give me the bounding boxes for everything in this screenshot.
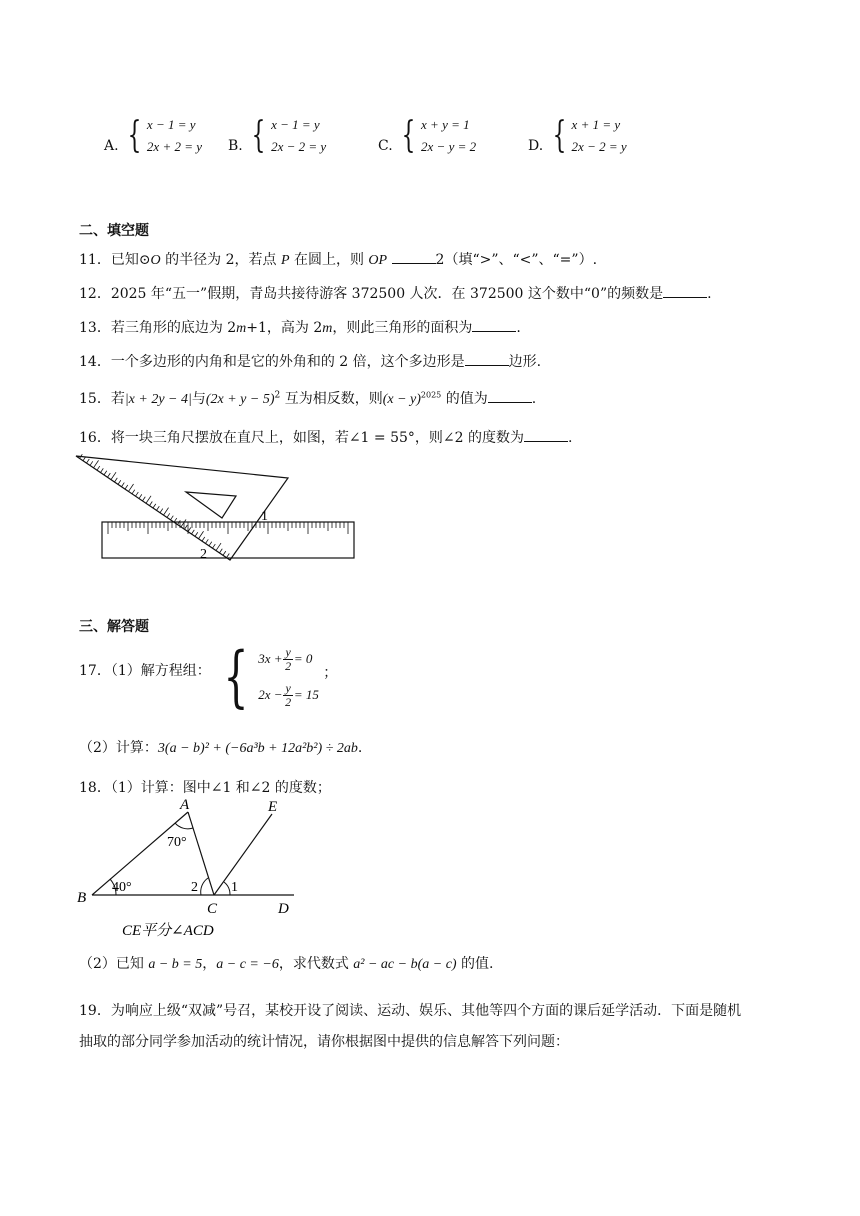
set-square-tick: [146, 496, 151, 503]
question-text: 的值为: [441, 391, 488, 407]
math-var: m: [322, 321, 333, 336]
question-text: +1，高为 2: [246, 320, 323, 336]
equation: x − 1 = y: [146, 117, 196, 132]
set-square-tick: [157, 506, 160, 510]
math-term: 2x −: [258, 687, 283, 702]
math-var: OP: [368, 253, 388, 268]
angle-value-b: 40°: [112, 880, 132, 895]
section-title-answers: 三、解答题: [79, 619, 149, 635]
set-square-tick: [167, 513, 170, 517]
math-exponent: 2: [274, 390, 281, 401]
question-text: ，求代数式: [278, 956, 354, 972]
angle-label-1: 1: [261, 509, 268, 524]
equation: x − 1 = y: [271, 117, 320, 132]
question-15: [79, 388, 536, 408]
set-square-tick: [111, 472, 116, 479]
brace-icon: {: [401, 115, 416, 156]
question-text: ；: [323, 665, 338, 681]
denominator: 2: [285, 694, 292, 709]
math-expression: a² − ac − b(a − c): [353, 957, 457, 972]
numerator: y: [285, 644, 291, 659]
question-text: （2）已知: [79, 956, 149, 972]
question-text: （2）计算：: [79, 740, 158, 756]
question-text: 12．2025 年“五一”假期，青岛共接待游客 372500 人次．在 372500 这个数中“0”的频数是: [79, 286, 664, 302]
math-expression: a − b = 5: [148, 957, 203, 972]
equation: [258, 677, 319, 713]
math-expression: 3(a − b)² + (−6a³b + 12a²b²) ÷ 2ab: [157, 741, 358, 756]
answer-blank[interactable]: [392, 249, 436, 264]
point-label-b: B: [77, 890, 87, 906]
angle-value-a: 70°: [167, 835, 187, 850]
question-text: 2（填“>”、“<”、“=”）.: [435, 252, 598, 268]
question-12: [79, 283, 712, 303]
question-text: 16．将一块三角尺摆放在直尺上，如图，若∠1 = 55°，则∠2 的度数为: [79, 430, 524, 446]
question-text: 17．（1）解方程组：: [79, 663, 211, 679]
set-square-tick: [115, 478, 118, 482]
equation-system: [247, 114, 326, 158]
numerator: y: [285, 680, 291, 695]
set-square-tick: [87, 459, 90, 463]
angle-arc-1: [224, 882, 230, 895]
question-13: [79, 317, 521, 337]
figure-triangle-ruler: [74, 452, 364, 564]
answer-blank[interactable]: [524, 427, 568, 442]
question-14: [79, 351, 541, 371]
answer-blank[interactable]: [663, 283, 707, 298]
question-text: .: [707, 286, 712, 302]
question-text: .: [531, 391, 537, 407]
equation: 2x − y = 2: [421, 139, 477, 154]
question-text: ，则此三角形的面积为: [332, 320, 473, 336]
fraction: [283, 646, 292, 673]
equation-system: [548, 114, 627, 158]
equation: 2x − 2 = y: [571, 139, 627, 154]
angle-label-2: 2: [191, 880, 198, 895]
question-text: 抽取的部分同学参加活动的统计情况，请你根据图中提供的信息解答下列问题：: [79, 1034, 569, 1050]
equation: x + y = 1: [421, 117, 470, 132]
answer-blank[interactable]: [465, 351, 509, 366]
equation: [258, 641, 319, 677]
brace-icon: {: [127, 115, 142, 156]
math-term: = 0: [293, 651, 313, 666]
question-text: 14．一个多边形的内角和是它的外角和的 2 倍，这个多边形是: [79, 354, 465, 370]
brace-icon: {: [552, 115, 566, 156]
point-label-e: E: [268, 799, 278, 815]
set-square-tick: [125, 485, 128, 489]
option-a: [104, 114, 202, 158]
option-d: [528, 114, 627, 158]
option-c: [378, 114, 476, 158]
question-18-part2: [79, 953, 493, 973]
option-letter: B.: [228, 138, 243, 154]
figure-angles: [74, 798, 314, 944]
question-text: 18．（1）计算：图中∠1 和∠2 的度数；: [79, 780, 331, 796]
set-square-tick: [136, 492, 139, 496]
question-17: [79, 638, 338, 715]
ruler: [102, 522, 354, 558]
set-square-tick: [104, 471, 107, 475]
math-term: = 15: [293, 687, 319, 702]
set-square-tick: [97, 466, 100, 470]
set-square-tick: [101, 468, 104, 472]
option-b: [228, 114, 326, 158]
math-expression: |x + 2y − 4|: [124, 392, 192, 407]
math-term: 3x +: [258, 651, 283, 666]
question-text: ，: [202, 956, 217, 972]
ray-ce: [214, 814, 272, 895]
set-square-tick: [153, 504, 156, 508]
point-label-d: D: [278, 901, 289, 917]
question-text: 互为相反数，则: [280, 391, 383, 407]
question-17-part2: [79, 737, 362, 757]
set-square-tick: [122, 483, 125, 487]
math-var: P: [280, 253, 290, 268]
set-square-tick: [132, 490, 135, 494]
option-letter: C.: [378, 138, 393, 154]
equation: 2x − 2 = y: [271, 139, 327, 154]
question-text: 15．若: [79, 391, 125, 407]
set-square-tick: [160, 509, 163, 513]
question-text: .: [357, 740, 363, 756]
question-text: 13．若三角形的底边为 2: [79, 320, 237, 336]
set-square-tick: [143, 497, 146, 501]
set-square-tick: [171, 516, 174, 520]
fraction: [283, 682, 292, 709]
angle-arc-a: [175, 823, 193, 829]
equation-system: [397, 114, 476, 158]
equation-system: [123, 114, 202, 158]
set-square-tick: [139, 494, 142, 498]
set-square-tick: [164, 508, 169, 515]
question-text: .: [516, 320, 521, 336]
set-square-tick: [129, 484, 134, 491]
math-expression: (2x + y − 5): [205, 392, 275, 407]
question-text: 与: [191, 391, 206, 407]
angle-label-2: 2: [200, 547, 207, 562]
question-text: .: [567, 430, 573, 446]
point-label-c: C: [207, 901, 218, 917]
answer-blank[interactable]: [472, 317, 516, 332]
math-expression: (x − y): [382, 392, 421, 407]
segment-ba: [92, 812, 188, 895]
set-square-tick: [108, 473, 111, 477]
set-square-tick: [90, 461, 93, 465]
equation: x + 1 = y: [571, 117, 621, 132]
denominator: 2: [285, 658, 292, 673]
angle-label-1: 1: [231, 880, 238, 895]
set-square-tick: [94, 460, 99, 467]
point-label-a: A: [180, 798, 190, 813]
option-letter: D.: [528, 138, 544, 154]
set-square-tick: [118, 480, 121, 484]
math-var: O: [150, 253, 161, 268]
angle-arc-2: [201, 878, 208, 895]
answer-blank[interactable]: [488, 388, 532, 403]
equation: 2x + 2 = y: [146, 139, 203, 154]
question-text: 在圆上，则: [289, 252, 369, 268]
set-square-tick: [150, 501, 153, 505]
question-text: 11．已知⊙: [79, 252, 151, 268]
question-text: 19．为响应上级“双减”号召，某校开设了阅读、运动、娱乐、其他等四个方面的课后延学活动．下面是随机: [79, 1003, 742, 1019]
question-text: 边形.: [508, 354, 542, 370]
brace-icon: {: [251, 115, 266, 156]
figure-caption: CE平分∠ACD: [122, 923, 214, 939]
math-exponent: 2025: [420, 390, 442, 400]
question-16: [79, 427, 572, 447]
question-text: 的半径为 2，若点: [160, 252, 281, 268]
math-expression: a − c = −6: [216, 957, 279, 972]
brace-icon: {: [223, 638, 249, 715]
section-title-fill-in: 二、填空题: [79, 223, 149, 239]
question-11: [79, 249, 597, 269]
math-var: m: [236, 321, 247, 336]
option-letter: A.: [104, 138, 119, 154]
question-text: 的值.: [456, 956, 494, 972]
equation-system: [215, 638, 319, 715]
question-19: [79, 996, 741, 1058]
question-18: [79, 777, 331, 797]
